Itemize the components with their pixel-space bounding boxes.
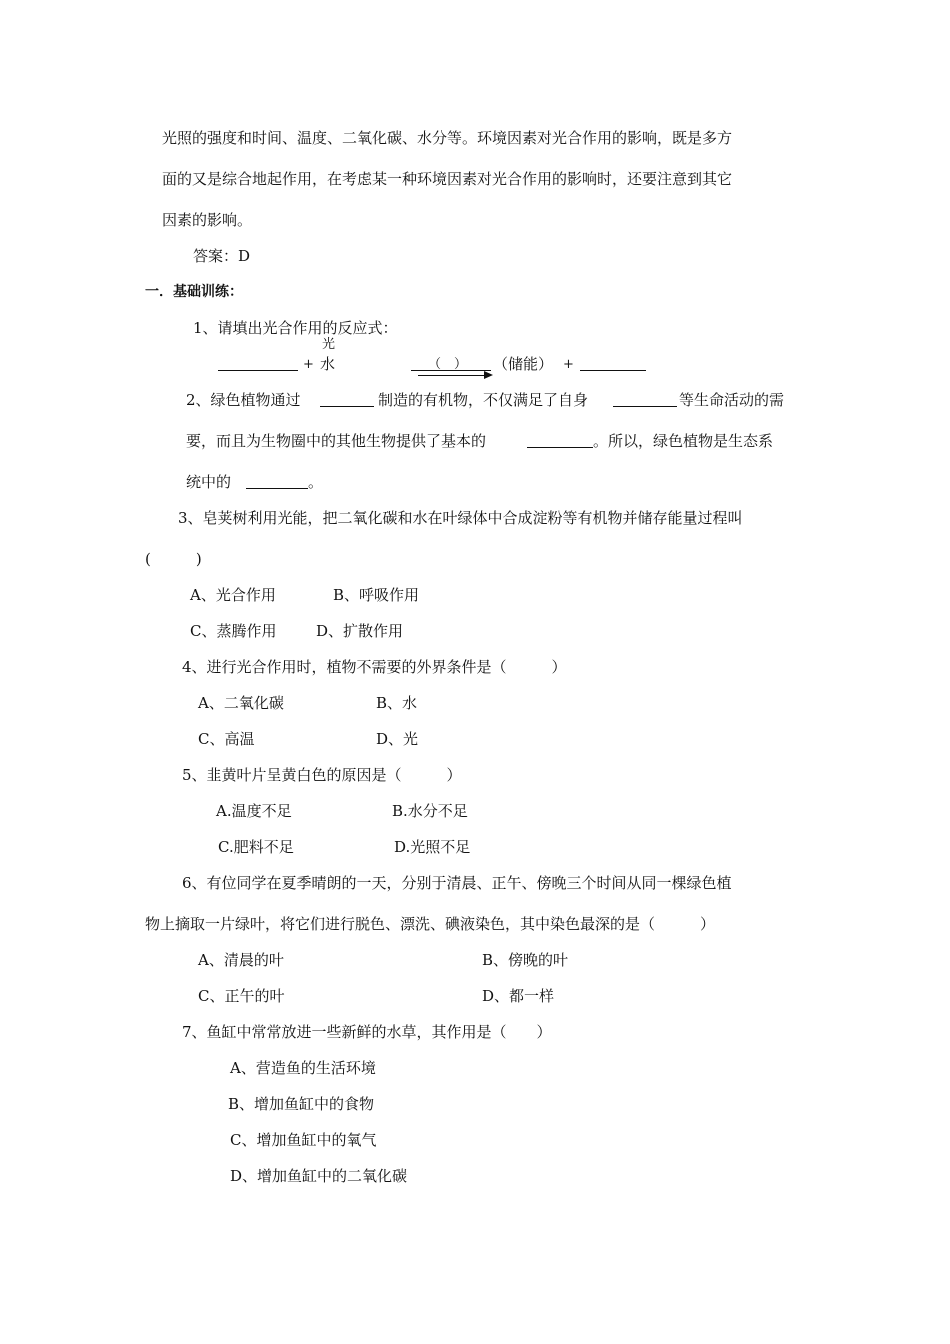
q2-blank-1	[320, 392, 374, 407]
q2-blank-2	[613, 392, 677, 407]
q5-option-c: C.肥料不足	[218, 838, 294, 856]
q3-option-d: D、扩散作用	[316, 622, 404, 640]
q1-light-label: 光	[322, 337, 336, 352]
q2-part-2: 制造的有机物，不仅满足了自身	[378, 391, 589, 409]
q2-part-3: 等生命活动的需	[679, 391, 785, 409]
q6-option-d: D、都一样	[482, 987, 555, 1005]
q3-option-b: B、呼吸作用	[333, 586, 420, 604]
q7-option-c: C、增加鱼缸中的氧气	[230, 1131, 377, 1149]
q5-option-d: D.光照不足	[394, 838, 471, 856]
q7-option-d: D、增加鱼缸中的二氧化碳	[230, 1167, 408, 1185]
q2-part-5: 。所以，绿色植物是生态系	[593, 432, 774, 450]
q1-stem: 1、请填出光合作用的反应式：	[193, 319, 398, 337]
q4-option-b: B、水	[376, 694, 418, 712]
q2-part-6: 统中的	[186, 473, 232, 491]
q2-part-4: 要，而且为生物圈中的其他生物提供了基本的	[186, 432, 487, 450]
q1-paren: （ ）	[428, 357, 468, 372]
q7-stem: 7、鱼缸中常常放进一些新鲜的水草，其作用是（ ）	[182, 1023, 552, 1041]
q2-blank-3	[527, 433, 593, 448]
q3-stem-1: 3、皂荚树利用光能，把二氧化碳和水在叶绿体中合成淀粉等有机物并储存能量过程叫	[178, 509, 743, 527]
q1-arrow-line	[418, 375, 484, 376]
q4-option-c: C、高温	[198, 730, 255, 748]
q5-option-b: B.水分不足	[392, 802, 468, 820]
q6-stem-1: 6、有位同学在夏季晴朗的一天，分别于清晨、正午、傍晚三个时间从同一棵绿色植	[182, 874, 732, 892]
q3-stem-2: ( )	[145, 550, 202, 568]
q4-option-a: A、二氧化碳	[198, 694, 284, 712]
q4-stem: 4、进行光合作用时，植物不需要的外界条件是（ ）	[182, 658, 567, 676]
q7-option-a: A、营造鱼的生活环境	[230, 1059, 376, 1077]
q6-option-a: A、清晨的叶	[198, 951, 284, 969]
q1-plus-2: +	[563, 357, 574, 372]
q2-part-1: 2、绿色植物通过	[186, 391, 301, 409]
q2-part-7: 。	[308, 473, 324, 491]
answer-text: 答案：D	[193, 247, 251, 265]
q3-option-c: C、蒸腾作用	[190, 622, 277, 640]
q6-stem-2: 物上摘取一片绿叶，将它们进行脱色、漂洗、碘液染色，其中染色最深的是（ ）	[145, 915, 716, 933]
q5-stem: 5、韭黄叶片呈黄白色的原因是（ ）	[182, 766, 462, 784]
section-title: 一．基础训练：	[145, 284, 243, 300]
q1-blank-1	[218, 356, 298, 371]
q6-option-b: B、傍晚的叶	[482, 951, 569, 969]
q1-plus-1: +	[303, 357, 314, 372]
q1-blank-3	[580, 356, 646, 371]
q1-arrow-head-icon	[484, 371, 493, 379]
q7-option-b: B、增加鱼缸中的食物	[228, 1095, 375, 1113]
q4-option-d: D、光	[376, 730, 419, 748]
q6-option-c: C、正午的叶	[198, 987, 285, 1005]
intro-line-1: 光照的强度和时间、温度、二氧化碳、水分等。环境因素对光合作用的影响，既是多方	[162, 129, 733, 147]
q1-water: 水	[320, 355, 336, 373]
q1-storage: （储能）	[493, 355, 554, 373]
intro-line-2: 面的又是综合地起作用，在考虑某一种环境因素对光合作用的影响时，还要注意到其它	[162, 170, 733, 188]
q2-blank-4	[246, 474, 308, 489]
q5-option-a: A.温度不足	[216, 802, 292, 820]
intro-line-3: 因素的影响。	[162, 211, 253, 229]
q3-option-a: A、光合作用	[190, 586, 276, 604]
